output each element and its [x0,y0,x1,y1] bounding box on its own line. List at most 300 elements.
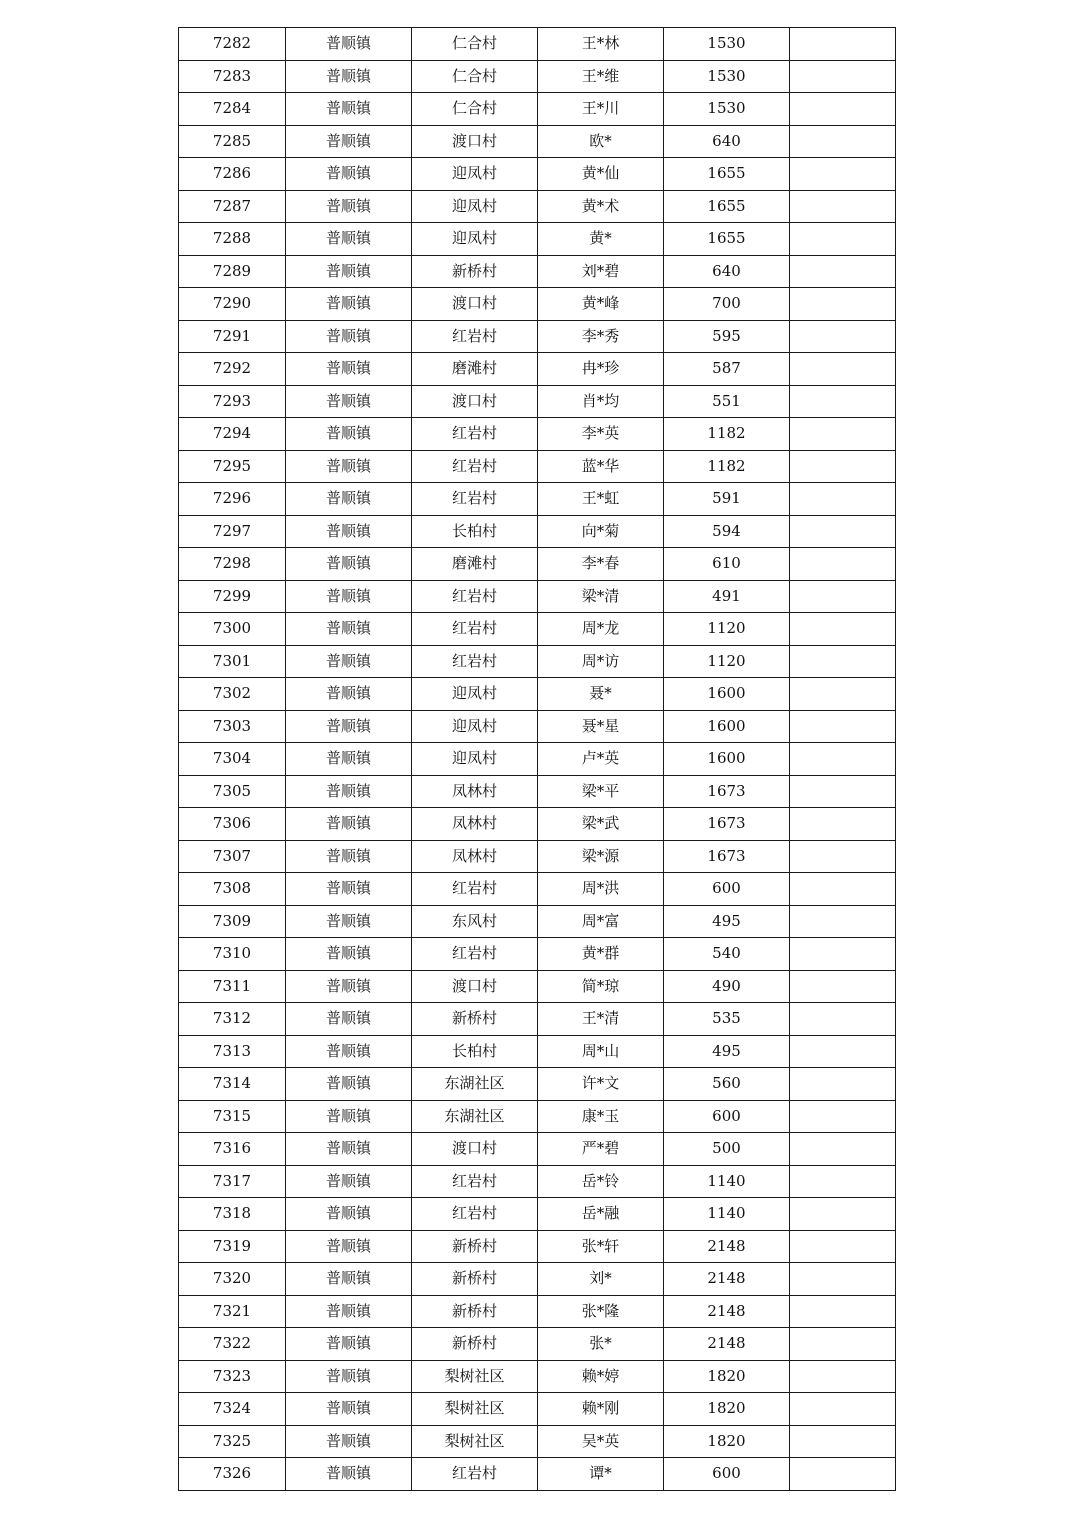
remark-cell [790,320,896,353]
village-cell: 红岩村 [412,938,538,971]
table-row [179,483,896,516]
remark-cell [790,1393,896,1426]
remark-cell [790,190,896,223]
amount-cell: 640 [664,255,790,288]
serial-cell: 7303 [179,710,286,743]
town-cell: 普顺镇 [286,1263,412,1296]
village-cell: 东湖社区 [412,1068,538,1101]
town-cell: 普顺镇 [286,125,412,158]
table-row [179,255,896,288]
serial-cell: 7294 [179,418,286,451]
table-row [179,938,896,971]
remark-cell [790,1425,896,1458]
village-cell: 迎凤村 [412,223,538,256]
remark-cell [790,905,896,938]
town-cell: 普顺镇 [286,1165,412,1198]
remark-cell [790,645,896,678]
town-cell: 普顺镇 [286,905,412,938]
serial-cell: 7290 [179,288,286,321]
town-cell: 普顺镇 [286,873,412,906]
remark-cell [790,450,896,483]
village-cell: 迎凤村 [412,158,538,191]
village-cell: 迎凤村 [412,678,538,711]
table-row [179,1230,896,1263]
table-row [179,1068,896,1101]
remark-cell [790,1068,896,1101]
amount-cell: 495 [664,1035,790,1068]
town-cell: 普顺镇 [286,580,412,613]
town-cell: 普顺镇 [286,613,412,646]
serial-cell: 7296 [179,483,286,516]
remark-cell [790,288,896,321]
serial-cell: 7324 [179,1393,286,1426]
amount-cell: 1182 [664,450,790,483]
remark-cell [790,1230,896,1263]
serial-cell: 7312 [179,1003,286,1036]
amount-cell: 1120 [664,645,790,678]
town-cell: 普顺镇 [286,1035,412,1068]
town-cell: 普顺镇 [286,743,412,776]
serial-cell: 7318 [179,1198,286,1231]
serial-cell: 7319 [179,1230,286,1263]
amount-cell: 1655 [664,158,790,191]
table-row [179,1360,896,1393]
serial-cell: 7304 [179,743,286,776]
remark-cell [790,873,896,906]
amount-cell: 495 [664,905,790,938]
village-cell: 红岩村 [412,613,538,646]
remark-cell [790,418,896,451]
town-cell: 普顺镇 [286,645,412,678]
village-cell: 凤林村 [412,840,538,873]
serial-cell: 7317 [179,1165,286,1198]
name-cell: 王*清 [538,1003,664,1036]
amount-cell: 1820 [664,1425,790,1458]
town-cell: 普顺镇 [286,970,412,1003]
village-cell: 渡口村 [412,385,538,418]
name-cell: 王*虹 [538,483,664,516]
serial-cell: 7298 [179,548,286,581]
village-cell: 红岩村 [412,580,538,613]
remark-cell [790,613,896,646]
name-cell: 周*山 [538,1035,664,1068]
remark-cell [790,548,896,581]
village-cell: 新桥村 [412,1003,538,1036]
name-cell: 黄*术 [538,190,664,223]
remark-cell [790,1263,896,1296]
village-cell: 红岩村 [412,320,538,353]
remark-cell [790,938,896,971]
serial-cell: 7283 [179,60,286,93]
table-row [179,1328,896,1361]
amount-cell: 491 [664,580,790,613]
serial-cell: 7299 [179,580,286,613]
table-row [179,288,896,321]
table-row [179,28,896,61]
remark-cell [790,678,896,711]
name-cell: 严*碧 [538,1133,664,1166]
amount-cell: 1820 [664,1360,790,1393]
name-cell: 岳*铃 [538,1165,664,1198]
amount-cell: 560 [664,1068,790,1101]
serial-cell: 7309 [179,905,286,938]
remark-cell [790,93,896,126]
town-cell: 普顺镇 [286,1068,412,1101]
amount-cell: 1530 [664,60,790,93]
village-cell: 磨滩村 [412,353,538,386]
village-cell: 东风村 [412,905,538,938]
serial-cell: 7285 [179,125,286,158]
name-cell: 张* [538,1328,664,1361]
remark-cell [790,28,896,61]
town-cell: 普顺镇 [286,1198,412,1231]
amount-cell: 600 [664,1100,790,1133]
name-cell: 王*维 [538,60,664,93]
town-cell: 普顺镇 [286,483,412,516]
name-cell: 梁*清 [538,580,664,613]
name-cell: 肖*均 [538,385,664,418]
village-cell: 新桥村 [412,1295,538,1328]
town-cell: 普顺镇 [286,1328,412,1361]
serial-cell: 7291 [179,320,286,353]
amount-cell: 1655 [664,223,790,256]
remark-cell [790,1003,896,1036]
table-row [179,808,896,841]
town-cell: 普顺镇 [286,775,412,808]
remark-cell [790,483,896,516]
village-cell: 红岩村 [412,1458,538,1491]
table-body [179,28,896,1491]
serial-cell: 7314 [179,1068,286,1101]
amount-cell: 610 [664,548,790,581]
town-cell: 普顺镇 [286,385,412,418]
remark-cell [790,970,896,1003]
name-cell: 李*春 [538,548,664,581]
amount-cell: 1140 [664,1165,790,1198]
name-cell: 周*洪 [538,873,664,906]
serial-cell: 7322 [179,1328,286,1361]
village-cell: 仁合村 [412,28,538,61]
name-cell: 向*菊 [538,515,664,548]
name-cell: 黄*峰 [538,288,664,321]
town-cell: 普顺镇 [286,60,412,93]
village-cell: 梨树社区 [412,1360,538,1393]
town-cell: 普顺镇 [286,320,412,353]
table-row [179,125,896,158]
table-row [179,1165,896,1198]
amount-cell: 500 [664,1133,790,1166]
town-cell: 普顺镇 [286,1360,412,1393]
remark-cell [790,1360,896,1393]
amount-cell: 1820 [664,1393,790,1426]
amount-cell: 1655 [664,190,790,223]
name-cell: 黄* [538,223,664,256]
name-cell: 康*玉 [538,1100,664,1133]
village-cell: 迎凤村 [412,710,538,743]
serial-cell: 7323 [179,1360,286,1393]
village-cell: 磨滩村 [412,548,538,581]
village-cell: 渡口村 [412,125,538,158]
amount-cell: 1600 [664,743,790,776]
serial-cell: 7316 [179,1133,286,1166]
serial-cell: 7313 [179,1035,286,1068]
serial-cell: 7325 [179,1425,286,1458]
village-cell: 新桥村 [412,255,538,288]
serial-cell: 7292 [179,353,286,386]
serial-cell: 7289 [179,255,286,288]
table-row [179,450,896,483]
remark-cell [790,255,896,288]
serial-cell: 7321 [179,1295,286,1328]
amount-cell: 2148 [664,1263,790,1296]
name-cell: 聂* [538,678,664,711]
remark-cell [790,515,896,548]
serial-cell: 7300 [179,613,286,646]
village-cell: 新桥村 [412,1328,538,1361]
village-cell: 迎凤村 [412,743,538,776]
village-cell: 新桥村 [412,1263,538,1296]
table-row [179,223,896,256]
amount-cell: 1140 [664,1198,790,1231]
town-cell: 普顺镇 [286,840,412,873]
serial-cell: 7286 [179,158,286,191]
town-cell: 普顺镇 [286,93,412,126]
name-cell: 张*轩 [538,1230,664,1263]
table-row [179,775,896,808]
name-cell: 聂*星 [538,710,664,743]
town-cell: 普顺镇 [286,255,412,288]
remark-cell [790,775,896,808]
name-cell: 黄*仙 [538,158,664,191]
village-cell: 长柏村 [412,515,538,548]
amount-cell: 2148 [664,1230,790,1263]
amount-cell: 551 [664,385,790,418]
amount-cell: 1673 [664,775,790,808]
amount-cell: 1182 [664,418,790,451]
village-cell: 仁合村 [412,93,538,126]
village-cell: 梨树社区 [412,1425,538,1458]
table-row [179,905,896,938]
remark-cell [790,1035,896,1068]
amount-cell: 535 [664,1003,790,1036]
village-cell: 渡口村 [412,970,538,1003]
amount-cell: 700 [664,288,790,321]
remark-cell [790,1165,896,1198]
remark-cell [790,1295,896,1328]
name-cell: 吴*英 [538,1425,664,1458]
serial-cell: 7295 [179,450,286,483]
name-cell: 王*川 [538,93,664,126]
serial-cell: 7282 [179,28,286,61]
serial-cell: 7306 [179,808,286,841]
village-cell: 凤林村 [412,775,538,808]
amount-cell: 600 [664,1458,790,1491]
remark-cell [790,710,896,743]
village-cell: 红岩村 [412,450,538,483]
data-table [178,27,896,1491]
serial-cell: 7297 [179,515,286,548]
serial-cell: 7293 [179,385,286,418]
amount-cell: 595 [664,320,790,353]
name-cell: 周*龙 [538,613,664,646]
name-cell: 谭* [538,1458,664,1491]
village-cell: 红岩村 [412,645,538,678]
town-cell: 普顺镇 [286,1003,412,1036]
town-cell: 普顺镇 [286,938,412,971]
town-cell: 普顺镇 [286,1393,412,1426]
remark-cell [790,1133,896,1166]
table-row [179,515,896,548]
town-cell: 普顺镇 [286,353,412,386]
table-row [179,1393,896,1426]
table-row [179,1198,896,1231]
town-cell: 普顺镇 [286,808,412,841]
name-cell: 冉*珍 [538,353,664,386]
serial-cell: 7287 [179,190,286,223]
serial-cell: 7302 [179,678,286,711]
town-cell: 普顺镇 [286,288,412,321]
serial-cell: 7320 [179,1263,286,1296]
town-cell: 普顺镇 [286,1425,412,1458]
remark-cell [790,580,896,613]
amount-cell: 1600 [664,678,790,711]
table-row [179,60,896,93]
table-row [179,710,896,743]
name-cell: 周*访 [538,645,664,678]
table-row [179,1295,896,1328]
name-cell: 梁*武 [538,808,664,841]
table-row [179,320,896,353]
remark-cell [790,1100,896,1133]
town-cell: 普顺镇 [286,450,412,483]
amount-cell: 600 [664,873,790,906]
serial-cell: 7326 [179,1458,286,1491]
village-cell: 红岩村 [412,483,538,516]
serial-cell: 7308 [179,873,286,906]
town-cell: 普顺镇 [286,678,412,711]
amount-cell: 1120 [664,613,790,646]
name-cell: 赖*婷 [538,1360,664,1393]
amount-cell: 540 [664,938,790,971]
amount-cell: 490 [664,970,790,1003]
amount-cell: 1530 [664,28,790,61]
remark-cell [790,840,896,873]
remark-cell [790,158,896,191]
town-cell: 普顺镇 [286,1100,412,1133]
remark-cell [790,1198,896,1231]
town-cell: 普顺镇 [286,515,412,548]
serial-cell: 7310 [179,938,286,971]
town-cell: 普顺镇 [286,223,412,256]
name-cell: 梁*源 [538,840,664,873]
amount-cell: 1530 [664,93,790,126]
amount-cell: 1600 [664,710,790,743]
village-cell: 渡口村 [412,1133,538,1166]
town-cell: 普顺镇 [286,28,412,61]
town-cell: 普顺镇 [286,418,412,451]
remark-cell [790,385,896,418]
amount-cell: 640 [664,125,790,158]
table-row [179,1035,896,1068]
table-row [179,1003,896,1036]
serial-cell: 7305 [179,775,286,808]
village-cell: 梨树社区 [412,1393,538,1426]
village-cell: 长柏村 [412,1035,538,1068]
village-cell: 东湖社区 [412,1100,538,1133]
name-cell: 李*英 [538,418,664,451]
town-cell: 普顺镇 [286,1133,412,1166]
remark-cell [790,1328,896,1361]
name-cell: 李*秀 [538,320,664,353]
name-cell: 梁*平 [538,775,664,808]
amount-cell: 2148 [664,1295,790,1328]
village-cell: 红岩村 [412,1198,538,1231]
table-row [179,1425,896,1458]
remark-cell [790,60,896,93]
name-cell: 王*林 [538,28,664,61]
remark-cell [790,125,896,158]
table-row [179,970,896,1003]
town-cell: 普顺镇 [286,1458,412,1491]
table-row [179,418,896,451]
table-row [179,873,896,906]
amount-cell: 1673 [664,840,790,873]
table-row [179,548,896,581]
table-row [179,1133,896,1166]
remark-cell [790,743,896,776]
serial-cell: 7307 [179,840,286,873]
amount-cell: 591 [664,483,790,516]
village-cell: 红岩村 [412,418,538,451]
table-row [179,190,896,223]
serial-cell: 7284 [179,93,286,126]
town-cell: 普顺镇 [286,1230,412,1263]
name-cell: 简*琼 [538,970,664,1003]
serial-cell: 7288 [179,223,286,256]
serial-cell: 7315 [179,1100,286,1133]
name-cell: 蓝*华 [538,450,664,483]
amount-cell: 594 [664,515,790,548]
name-cell: 岳*融 [538,1198,664,1231]
name-cell: 卢*英 [538,743,664,776]
name-cell: 黄*群 [538,938,664,971]
village-cell: 新桥村 [412,1230,538,1263]
name-cell: 刘*碧 [538,255,664,288]
amount-cell: 1673 [664,808,790,841]
amount-cell: 2148 [664,1328,790,1361]
village-cell: 凤林村 [412,808,538,841]
serial-cell: 7301 [179,645,286,678]
remark-cell [790,1458,896,1491]
name-cell: 许*文 [538,1068,664,1101]
town-cell: 普顺镇 [286,548,412,581]
remark-cell [790,353,896,386]
table-row [179,678,896,711]
amount-cell: 587 [664,353,790,386]
remark-cell [790,808,896,841]
remark-cell [790,223,896,256]
village-cell: 迎凤村 [412,190,538,223]
name-cell: 张*隆 [538,1295,664,1328]
table-row [179,743,896,776]
name-cell: 周*富 [538,905,664,938]
table-row [179,93,896,126]
table-row [179,580,896,613]
village-cell: 渡口村 [412,288,538,321]
town-cell: 普顺镇 [286,158,412,191]
town-cell: 普顺镇 [286,1295,412,1328]
table-row [179,645,896,678]
